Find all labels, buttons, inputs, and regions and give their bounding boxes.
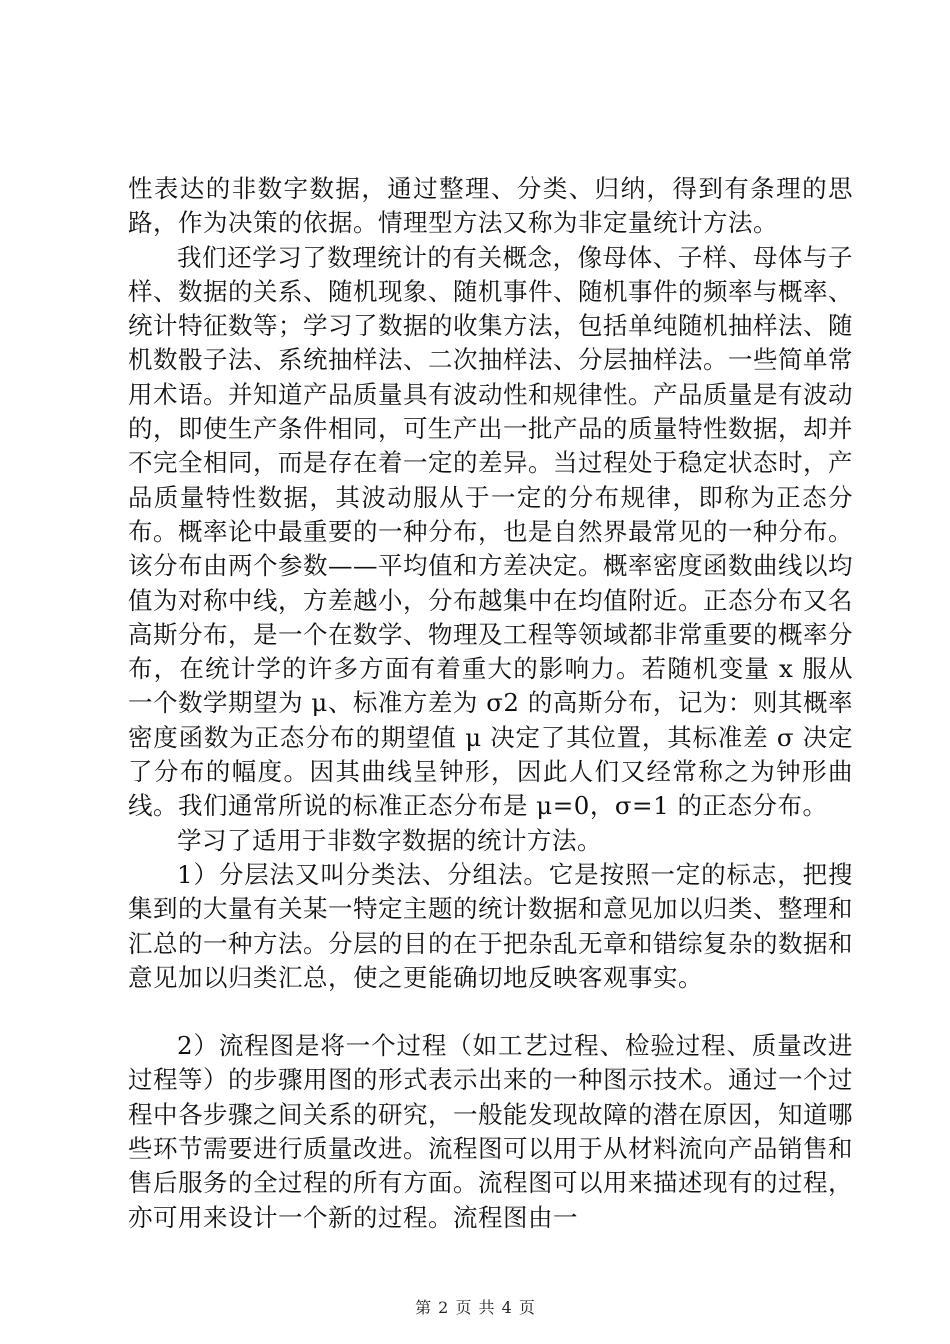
paragraph-continued: 性表达的非数字数据，通过整理、分类、归纳，得到有条理的思路，作为决策的依据。情理型方法又称为非定量统计方法。 bbox=[128, 174, 853, 238]
paragraph-non-numeric-methods: 学习了适用于非数字数据的统计方法。 bbox=[177, 825, 602, 855]
paragraph-statistics-concepts: 我们还学习了数理统计的有关概念，像母体、子样、母体与子样、数据的关系、随机现象、随机事件、随机事件的频率与概率、统计特征数等；学习了数据的收集方法，包括单纯随机抽样法、随机数骰子法、系统抽样法、二次抽样法、分层抽样法。一些简单常用术语。并知道产品质量具有波动性和规律性。产品质量是有波动的，即使生产条件相同，可生产出一批产品的质量特性数据，却并不完全相同，而是存在着一定的差异。当过程处于稳定状态时，产品质量特性数据，其波动服从于一定的分布规律，即称为正态分布。概率论中最重要的一种分布，也是自然界最常见的一种分布。该分布由两个参数——平均值和方差决定。概率密度函数曲线以均值为对称中线，方差越小，分布越集中在均值附近。正态分布又名高斯分布，是一个在数学、物理及工程等领域都非常重要的概率分布，在统计学的许多方面有着重大的影响力。若随机变量 x 服从一个数学期望为 μ、标准方差为 σ2 的高斯分布，记为：则其概率密度函数为正态分布的期望值 μ 决定了其位置，其标准差 σ 决定了分布的幅度。因其曲线呈钟形，因此人们又经常称之为钟形曲线。我们通常所说的标准正态分布是 μ=0，σ=1 的正态分布。 bbox=[128, 242, 853, 821]
paragraph-stratification: 1）分层法又叫分类法、分组法。它是按照一定的标志，把搜集到的大量有关某一特定主题的统计数据和意见加以归类、整理和汇总的一种方法。分层的目的在于把杂乱无章和错综复杂的数据和意见加以归类汇总，使之更能确切地反映客观事实。 bbox=[128, 859, 853, 992]
document-body bbox=[128, 172, 853, 1235]
paragraph-flowchart: 2）流程图是将一个过程（如工艺过程、检验过程、质量改进过程等）的步骤用图的形式表示出来的一种图示技术。通过一个过程中各步骤之间关系的研究，一般能发现故障的潜在原因，知道哪些环节需要进行质量改进。流程图可以用于从材料流向产品销售和售后服务的全过程的所有方面。流程图可以用来描述现有的过程，亦可用来设计一个新的过程。流程图由一 bbox=[128, 1031, 853, 1232]
page-number-footer: 第 2 页 共 4 页 bbox=[415, 1298, 535, 1317]
